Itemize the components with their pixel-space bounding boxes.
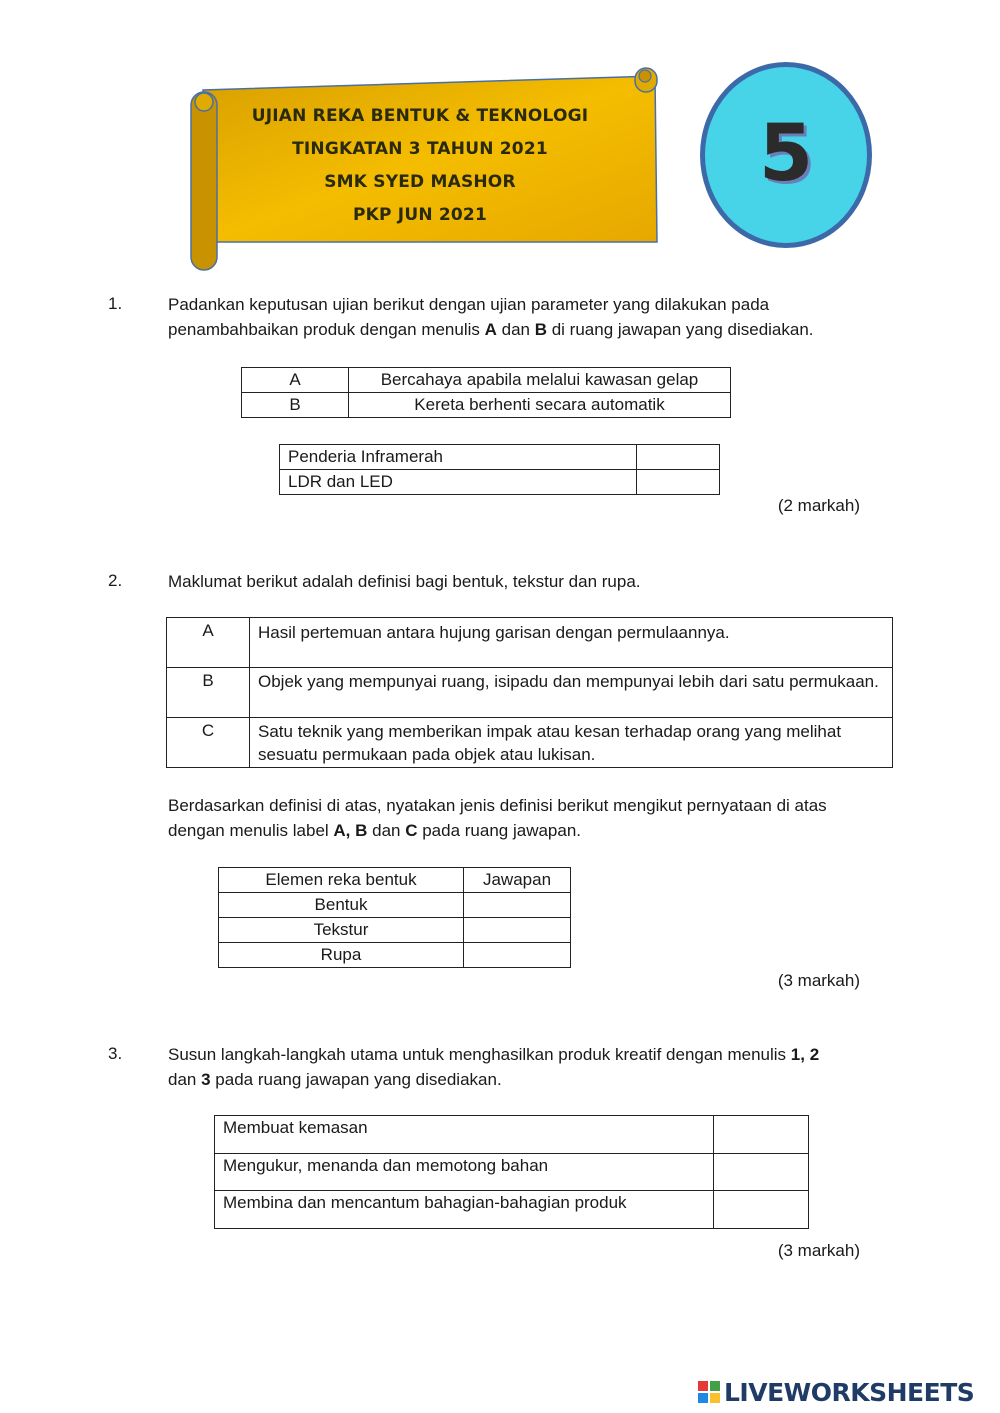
q3-answer-box[interactable] (714, 1191, 809, 1229)
q2-definition-label: C (167, 718, 250, 768)
q1-option-text: Bercahaya apabila melalui kawasan gelap (349, 368, 731, 393)
q2-definition-label: A (167, 618, 250, 668)
q2-header-answer: Jawapan (464, 868, 571, 893)
q2-element: Rupa (219, 943, 464, 968)
liveworksheets-logo-icon (698, 1381, 720, 1403)
q2-header-element: Elemen reka bentuk (219, 868, 464, 893)
q1-number: 1. (108, 294, 123, 313)
q3-marks: (3 markah) (777, 1241, 860, 1260)
q1-option-text: Kereta berhenti secara automatik (349, 393, 731, 418)
q3-steps-table (214, 1115, 809, 1229)
scroll-banner (185, 62, 665, 274)
q1-options-table (241, 367, 731, 418)
q3-step: Membina dan mencantum bahagian-bahagian produk (215, 1191, 714, 1229)
q2-element: Tekstur (219, 918, 464, 943)
q1-option-label: B (242, 393, 349, 418)
q2-answer-box[interactable] (464, 943, 571, 968)
q2-answer-box[interactable] (464, 893, 571, 918)
q2-text: Maklumat berikut adalah definisi bagi bentuk, tekstur dan rupa. (168, 572, 641, 591)
q1-answer-box[interactable] (637, 445, 720, 470)
q3-step: Membuat kemasan (215, 1116, 714, 1154)
q2-definitions-table (166, 617, 893, 768)
liveworksheets-brand: LIVEWORKSHEETS (724, 1378, 975, 1407)
q1-text: Padankan keputusan ujian berikut dengan ujian parameter yang dilakukan pada penambahbaikan produk dengan menulis A dan B di ruang jawapan yang disediakan. (168, 295, 814, 339)
q1-option-label: A (242, 368, 349, 393)
q1-answer-box[interactable] (637, 470, 720, 495)
q2-definition-text: Hasil pertemuan antara hujung garisan dengan permulaannya. (250, 618, 893, 668)
q3-number: 3. (108, 1044, 123, 1063)
q2-marks: (3 markah) (777, 971, 860, 990)
q1-marks: (2 markah) (777, 496, 860, 515)
q1-answer-item: LDR dan LED (280, 470, 637, 495)
banner-line-4: PKP JUN 2021 (352, 205, 487, 225)
banner-line-3: SMK SYED MASHOR (324, 172, 516, 192)
q2-definition-label: B (167, 668, 250, 718)
worksheet-number: 5 (758, 109, 814, 199)
q2-instruction: Berdasarkan definisi di atas, nyatakan jenis definisi berikut mengikut pernyataan di atas dengan menulis label A, B dan C pada ruang jawapan. (168, 796, 827, 840)
q1-answer-item: Penderia Inframerah (280, 445, 637, 470)
banner-line-2: TINGKATAN 3 TAHUN 2021 (292, 139, 548, 159)
q3-text: Susun langkah-langkah utama untuk menghasilkan produk kreatif dengan menulis 1, 2 dan 3 pada ruang jawapan yang disediakan. (168, 1045, 820, 1089)
q2-answer-table (218, 867, 571, 968)
q3-step: Mengukur, menanda dan memotong bahan (215, 1154, 714, 1191)
q1-answer-table (279, 444, 720, 495)
q3-answer-box[interactable] (714, 1116, 809, 1154)
q2-element: Bentuk (219, 893, 464, 918)
q2-number: 2. (108, 571, 123, 590)
q2-answer-box[interactable] (464, 918, 571, 943)
banner-line-1: UJIAN REKA BENTUK & TEKNOLOGI (251, 106, 589, 126)
q2-definition-text: Objek yang mempunyai ruang, isipadu dan mempunyai lebih dari satu permukaan. (250, 668, 893, 718)
q2-definition-text: Satu teknik yang memberikan impak atau kesan terhadap orang yang melihat sesuatu permukaan pada objek atau lukisan. (250, 718, 893, 768)
q3-answer-box[interactable] (714, 1154, 809, 1191)
